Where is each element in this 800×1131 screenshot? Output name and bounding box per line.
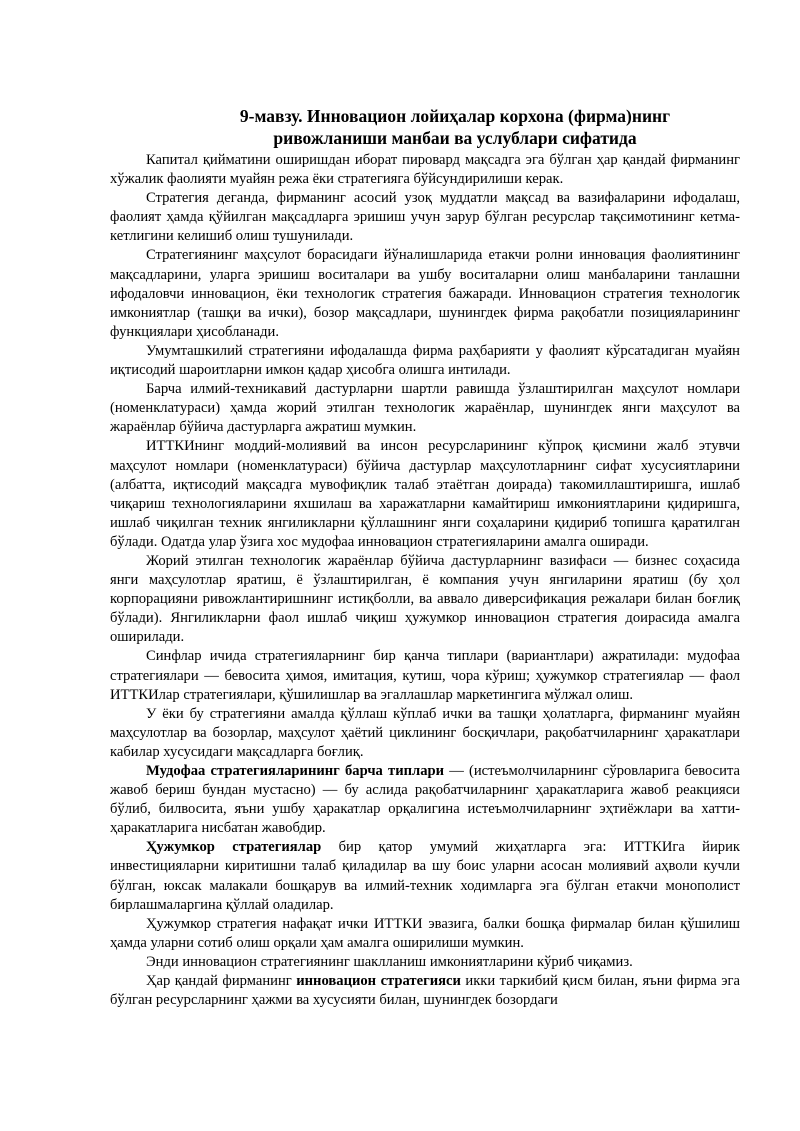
paragraph-13: Энди инновацион стратегиянинг шаклланиш имкониятларини кўриб чиқамиз. xyxy=(146,953,633,970)
paragraph-8: Синфлар ичида стратегияларнинг бир қанча типлари (вариантлари) ажратилади: мудофаа стратегиялари — бевосита ҳимоя, имитация, кутиш, чора кўриш; ҳужумкор стратегиялар — фаол ИТТКИлар стратегиялари, қўшилишлар ва эгаллашлар маркетингига мўлжал олиш. xyxy=(110,648,740,703)
paragraph-11 xyxy=(110,838,740,914)
paragraph-4: Умумташкилий стратегияни ифодалашда фирма раҳбарияти у фаолият кўрсатадиган муайян иқтисодий шароитларни имкон қадар ҳисобга олишга интилади. xyxy=(110,342,740,379)
paragraph-9: У ёки бу стратегияни амалда қўллаш кўплаб ички ва ташқи ҳолатларга, фирманинг муайян маҳсулотлар ва бозорлар, маҳсулот ҳаётий циклининг босқичлари, рақобатчиларнинг ҳаракатлари кабилар хусусидаги мақсадларга боғлиқ. xyxy=(110,705,740,760)
paragraph-14 xyxy=(110,972,740,1010)
paragraph-14-start: Ҳар қандай фирманинг xyxy=(146,973,297,990)
paragraph-1: Капитал қийматини оширишдан иборат пировард мақсадга эга бўлган ҳар қандай фирманинг хўжалик фаолияти муайян режа ёки стратегияга бўйсундирилиши керак. xyxy=(110,152,740,188)
paragraph-5: Барча илмий-техникавий дастурларни шартли равишда ўзлаштирилган маҳсулот номлари (номенклатураси) ҳамда жорий этилган технологик жараёнлар, шунингдек янги маҳсулот ва жараёнлар бўйича дастурларга ажратиш мумкин. xyxy=(110,381,740,436)
innovation-strategy-term: инновацион стратегияси xyxy=(296,973,461,990)
paragraph-6: ИТТКИнинг моддий-молиявий ва инсон ресурсларининг кўпроқ қисмини жалб этувчи маҳсулот номлари (номенклатураси) бўйича дастурлар маҳсулотларнинг сифат хусусиятларини (албатта, иқтисодий мақсадга мувофиқлик талаб этаётган доирада) такомиллаштиришга, ишлаб чиқариш технологияларини яхшилаш ва харажатларни камайтириш имкониятларини қидиришга, ишлаб чиқилган техник янгиликларни қўллашнинг янги соҳаларини қидириб топишга қаратилган бўлади. Одатда улар ўзига хос мудофаа инновацион стратегияларини амалга оширади. xyxy=(110,438,740,550)
page-title xyxy=(110,105,740,149)
title-line-2: ривожланиши манбаи ва услублари сифатида xyxy=(273,128,637,148)
paragraph-3: Стратегиянинг маҳсулот борасидаги йўналишларида етакчи ролни инновация фаолиятининг мақсадларини, уларга эришиш воситалари ва ушбу воситаларни олиш манбаларини танлашни ифодаловчи инновацион, ёки технологик стратегия бажаради. Инновацион стратегия технологик имкониятлар (ташқи ва ички), бозор мақсадлари, шунингдек фирма рақобатли позицияларининг функциялари ҳисобланади. xyxy=(110,247,740,340)
paragraph-10-text: — (истеъмолчиларнинг сўровларига бевосита жавоб бериш бундан мустасно) — бу аслида рақобатчиларнинг ҳаракатларига жавоб реакцияси бўлиб, билвосита, яъни ушбу ҳаракатлар орқалигина истеъмолчиларнинг эҳтиёжлари ва хатти-ҳаракатларига нисбатан жавобдир. xyxy=(110,763,740,837)
document-page xyxy=(110,105,740,1010)
paragraph-12: Ҳужумкор стратегия нафақат ички ИТТКИ эвазига, балки бошқа фирмалар билан қўшилиш ҳамда уларни сотиб олиш орқали ҳам амалга оширилиши мумкин. xyxy=(110,915,740,951)
paragraph-10 xyxy=(110,762,740,838)
paragraph-7: Жорий этилган технологик жараёнлар бўйича дастурларнинг вазифаси — бизнес соҳасида янги маҳсулотлар яратиш, ё ўзлаштирилган, ё компания учун янгиларини яратиш (бу ҳол корпорацияни ривожлантиришнинг истиқболли, ва аввало диверсификация режалари билан боғлиқ бўлади). Янгиликларни фаол ишлаб чиқиш ҳужумкор инновацион стратегия доирасида амалга оширилади. xyxy=(110,552,740,646)
defensive-strategies-heading: Мудофаа стратегияларининг барча типлари xyxy=(146,763,445,779)
offensive-strategies-heading: Ҳужумкор стратегиялар xyxy=(146,839,322,856)
paragraph-14-text: икки таркибий қисм билан, яъни фирма эга бўлган ресурсларнинг ҳажми ва хусусияти билан, шунингдек бозордаги xyxy=(110,973,740,1009)
paragraph-2: Стратегия деганда, фирманинг асосий узоқ муддатли мақсад ва вазифаларини ифодалаш, фаолият ҳамда қўйилган мақсадларга эришиш учун зарур бўлган ресурслар тақсимотининг кетма-кетлигини келишиб олиш тушунилади. xyxy=(110,190,740,245)
paragraph-11-text: бир қатор умумий жиҳатларга эга: ИТТКИга йирик инвестицияларни киритишни талаб қиладилар ва шу боис уларни асосан молиявий аҳволи кучли бўлган, юксак малакали бошқарув ва илмий-техник ходимларга эга бўлган етакчи монополист бирлашмаларгина қўллай оладилар. xyxy=(110,839,740,913)
title-line-1: 9-мавзу. Инновацион лойиҳалар корхона (фирма)нинг xyxy=(239,106,671,126)
